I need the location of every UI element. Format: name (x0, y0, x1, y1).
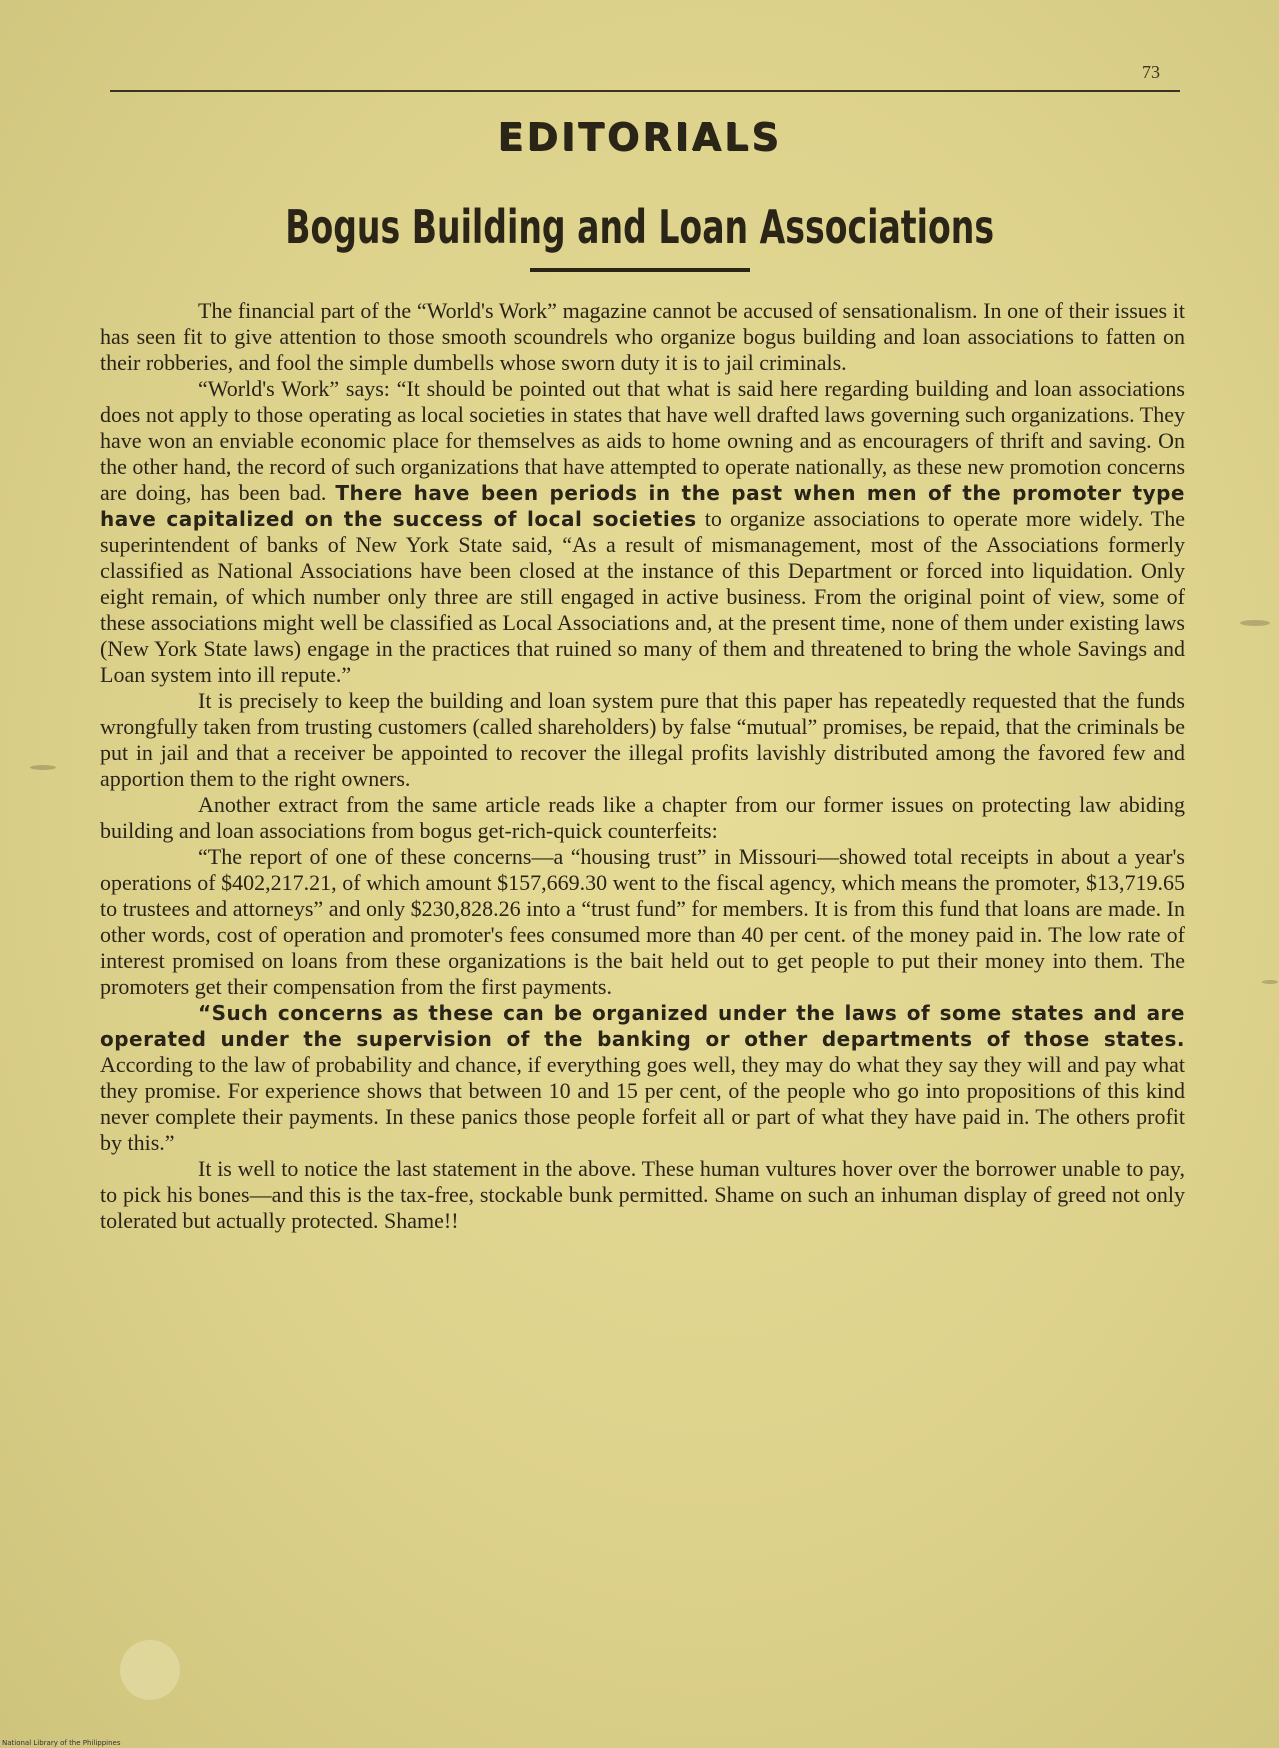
ink-smudge (30, 765, 56, 770)
article-body (100, 298, 1185, 1234)
paragraph-2-text-a: “World's Work” says: “It should be pointed out that what is said here regarding building and loan associations does not apply to those operating as local societies in states that have well drafted laws governing such organizations. They have won an enviable economic place for themselves as aids to home owning and as encouragers of thrift and saving. On the other hand, the record of such organizations that have attempted to operate nationally, as these new promotion concerns are doing, has been bad. (100, 376, 1185, 505)
paragraph-6 (100, 1000, 1185, 1156)
section-heading: EDITORIALS (497, 115, 782, 159)
title-rule (530, 268, 750, 272)
paragraph-1: The financial part of the “World's Work” magazine cannot be accused of sensationalism. In one of their issues it has seen fit to give attention to those smooth scoundrels who organize bogus building and loan associations to fatten on their robberies, and fool the simple dumbells whose sworn duty it is to jail criminals. (100, 298, 1185, 375)
ink-smudge (1262, 980, 1278, 984)
paragraph-6-emphasis: “Such concerns as these can be organized under the laws of some states and are operated under the supervision of the banking or other departments of those states. (100, 1001, 1185, 1051)
paragraph-5: “The report of one of these concerns—a “housing trust” in Missouri—showed total receipts in about a year's operations of $402,217.21, of which amount $157,669.30 went to the fiscal agency, which means the promoter, $13,719.65 to trustees and attorneys” and only $230,828.26 into a “trust fund” for members. It is from this fund that loans are made. In other words, cost of operation and promoter's fees consumed more than 40 per cent. of the money paid in. The low rate of interest promised on loans from these organizations is the bait held out to get people to put their money into them. The promoters get their compensation from the first payments. (100, 844, 1185, 999)
top-rule (110, 90, 1180, 92)
paragraph-4: Another extract from the same article reads like a chapter from our former issues on protecting law abiding building and loan associations from bogus get-rich-quick counterfeits: (100, 792, 1185, 843)
paragraph-6-text: According to the law of probability and chance, if everything goes well, they may do what they say they will and pay what they promise. For experience shows that between 10 and 15 per cent, of the people who go into propositions of this kind never complete their payments. In these panics those people forfeit all or part of what they have paid in. The others profit by this.” (100, 1052, 1185, 1155)
page-number: 73 (1142, 62, 1160, 82)
paragraph-2 (100, 376, 1185, 688)
paragraph-2-text-b: to organize associations to operate more widely. The superintendent of banks of New York State said, “As a result of mismanagement, most of the Associations formerly classified as National Associations have been closed at the instance of this Department or forced into liquidation. Only eight remain, of which number only three are still engaged in active business. From the original point of view, some of these associations might well be classified as Local Associations and, at the present time, none of them under existing laws (New York State laws) engage in the practices that ruined so many of them and threatened to bring the whole Savings and Loan system into ill repute.” (100, 506, 1185, 687)
ink-smudge (1240, 620, 1270, 626)
paragraph-3: It is precisely to keep the building and loan system pure that this paper has repeatedly requested that the funds wrongfully taken from trusting customers (called shareholders) by false “mutual” promises, be repaid, that the criminals be put in jail and that a receiver be appointed to recover the illegal profits lavishly distributed among the favored few and apportion them to the right owners. (100, 688, 1185, 791)
article-title: Bogus Building and Loan Associations (285, 200, 995, 254)
paragraph-2-emphasis: There have been periods in the past when men of the promoter type have capitalized on the success of local societies (100, 481, 1185, 531)
ink-smudge (120, 1640, 180, 1700)
footer-note: National Library of the Philippines (2, 1739, 121, 1747)
paragraph-7: It is well to notice the last statement in the above. These human vultures hover over the borrower unable to pay, to pick his bones—and this is the tax-free, stockable bunk permitted. Shame on such an inhuman display of greed not only tolerated but actually protected. Shame!! (100, 1156, 1185, 1233)
